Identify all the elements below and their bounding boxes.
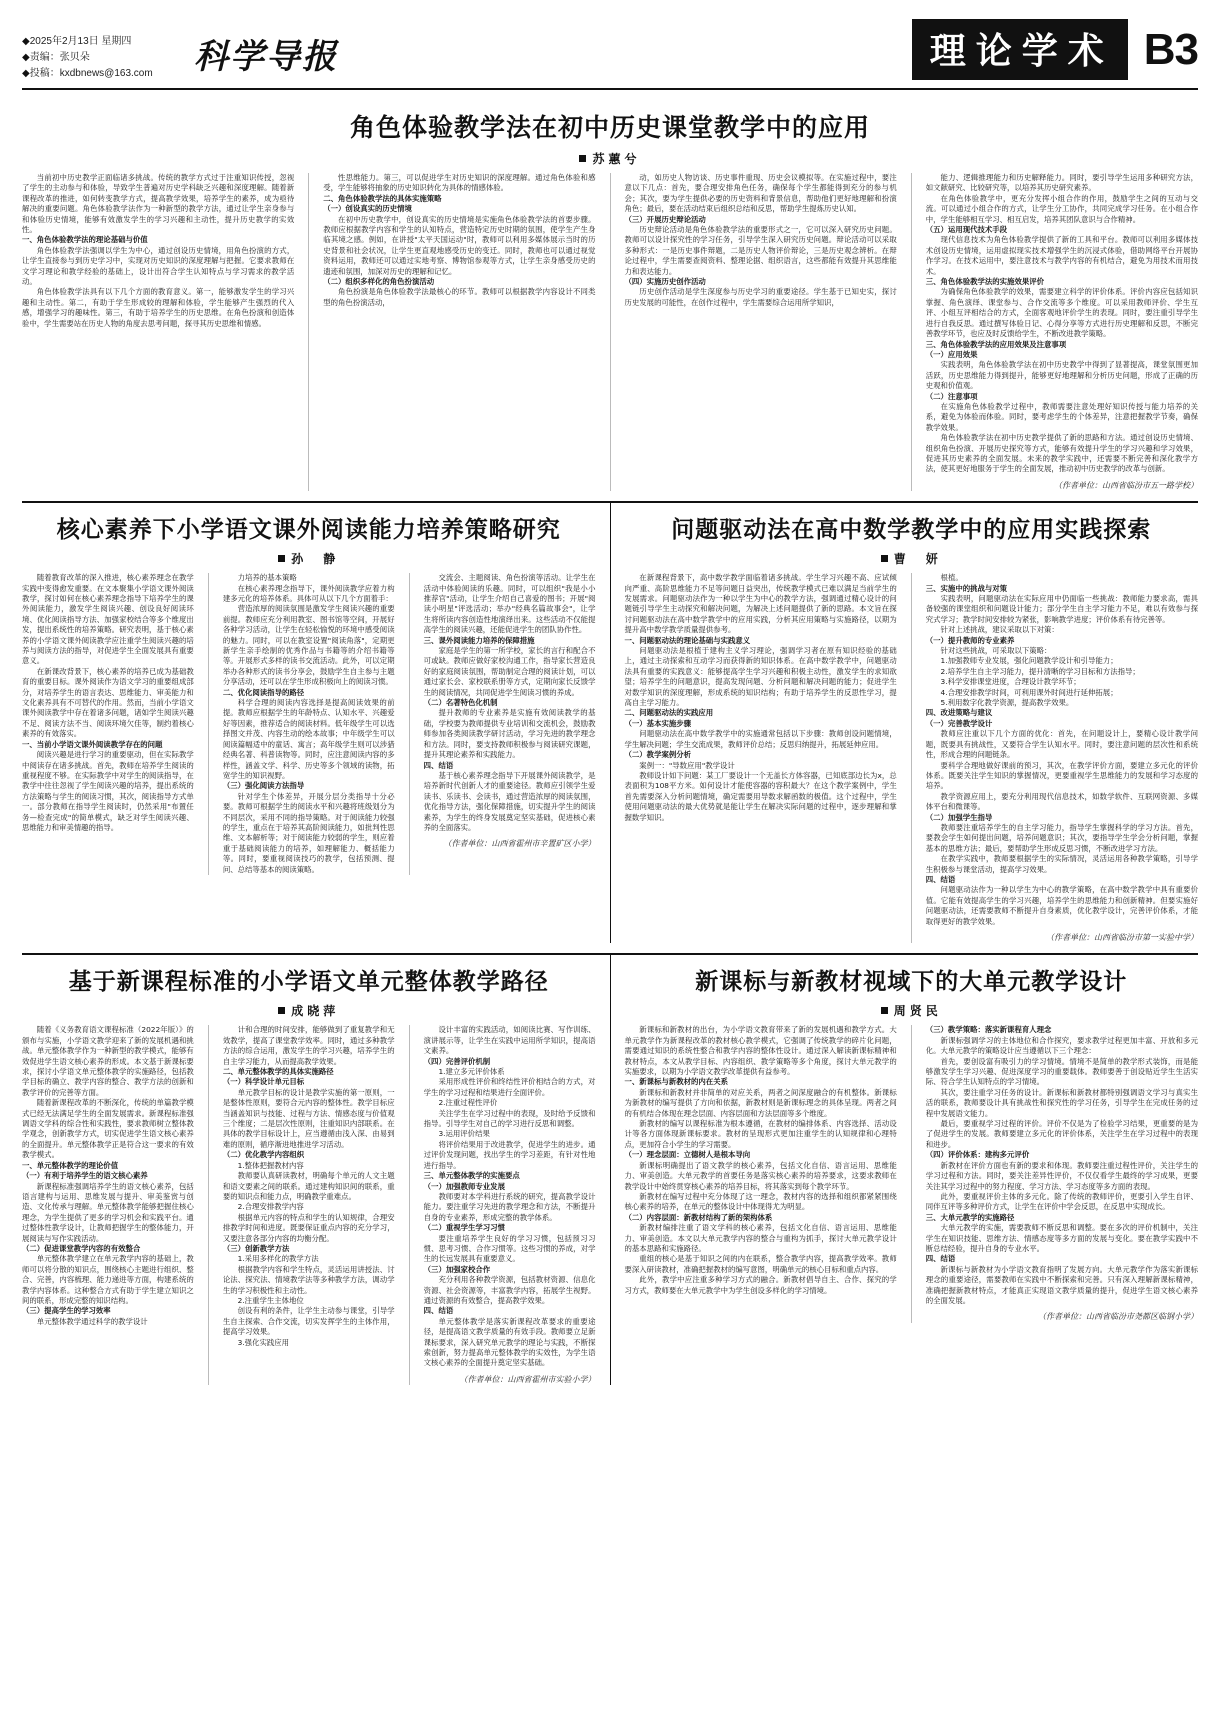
- paragraph: 科学合理的阅读内容选择是提高阅读效果的前提。教师应根据学生的年龄特点、认知水平、兴趣爱好等因素，推荐适合的阅读材料。低年级学生可以选择图文并茂、内容生动的绘本故事；中年级学生可以阅读篇幅适中的童话、寓言；高年级学生则可以涉猎经典名著、科普读物等。同时，应注意阅读内容的多样性，涵盖文学、科学、历史等多个领域的读物，拓宽学生的知识视野。: [222, 698, 395, 780]
- paragraph: 教师要注重培养学生的自主学习能力，指导学生掌握科学的学习方法。首先，要教会学生如何提出问题，培养问题意识；其次，要指导学生学会分析问题，掌握基本的思维方法；最后，要帮助学生形成反思习惯，不断改进学习方法。: [925, 822, 1198, 853]
- paragraph: 二、问题驱动法的实践应用: [624, 708, 714, 718]
- paragraph: 重组的核心是基于知识之间的内在联系，整合教学内容，提高教学效率。教师要深入研读教材，准确把握教材的编写意图，明确单元的核心目标和重点内容。: [624, 1254, 897, 1274]
- paragraph: （一）理念层面：立德树人是根本导向: [624, 1150, 751, 1160]
- paragraph: 要科学合理地做好课前的预习，其次，在教学评价方面，要建立多元化的评价体系。既要关注学生知识的掌握情况，更要重视学生思维能力的发展和学习态度的培养。: [925, 760, 1198, 791]
- paragraph: （二）内容层面：新教材结构了新的架构体系: [624, 1212, 773, 1222]
- paragraph: 教师要对本学科进行系统的研究，提高教学设计能力。要注重学习先进的教学理念和方法，不断提升自身的专业素养，形成完整的教学体系。: [423, 1191, 596, 1222]
- paragraph: （一）加强教师专业发展: [423, 1181, 505, 1191]
- paragraph: （四）评价体系：建构多元评价: [925, 1150, 1030, 1160]
- article-2-col-1: [22, 573, 194, 875]
- paragraph: 一、角色体验教学法的理论基础与价值: [22, 235, 148, 245]
- paragraph: 能力、逻辑推理能力和历史解释能力。同时，要引导学生运用多种研究方法，如文献研究、比较研究等，以培养其历史研究素养。: [925, 173, 1198, 193]
- paragraph: 三、角色体验教学法的实施效果评价: [925, 277, 1045, 287]
- paragraph: （三）开展历史辩论活动: [624, 214, 706, 224]
- article-1-col-1: [22, 173, 294, 491]
- article-4-title: 基于新课程标准的小学语文单元整体教学路径: [68, 969, 549, 995]
- paragraph: 新课标与新教材为小学语文教育指明了发展方向。大单元教学作为落实新课标理念的重要途径，需要教师在实践中不断探索和完善。只有深入理解新课标精神，准确把握新教材特点，才能真正实现语文教学质量的提升，促进学生语文核心素养的全面发展。: [925, 1264, 1198, 1305]
- paragraph: 新课标明确提出了语文教学的核心素养，包括文化自信、语言运用、思维能力、审美创造。大单元教学的首要任务是落实核心素养的培养要求，这要求教师在教学设计中始终贯穿核心素养的培养目标，将其落实到每个教学环节。: [624, 1160, 897, 1191]
- masthead-info: [22, 34, 172, 82]
- paragraph: 新课标强调学习的主体地位和合作探究，要求教学过程更加丰富、开放和多元化。大单元教学的策略设计应当遵循以下三个理念：: [925, 1035, 1198, 1056]
- paragraph: 2.注重学生主体地位: [237, 1295, 304, 1305]
- paragraph: 单元整体教学是落实新课程改革要求的重要途径，是提高语文教学质量的有效手段。教师要立足新课标要求，深入研究单元教学的理论与实践，不断探索创新，努力提高单元整体教学的实效性，为学生语文核心素养的全面提升奠定坚实基础。: [423, 1316, 596, 1368]
- article-2-unit: （作者单位：山西省霍州市辛置矿区小学）: [443, 839, 596, 849]
- paragraph: （一）基本实施步骤: [624, 718, 692, 728]
- byline-square-icon: [278, 1007, 285, 1014]
- paragraph: 实践表明，问题驱动法在实际应用中仍面临一些挑战：教师能力要求高，需具备较强的课堂组织和问题设计能力；部分学生自主学习能力不足，难以有效参与探究式学习；教学时间安排较为紧张，影响教学进度；评价体系有待完善等。: [925, 594, 1198, 624]
- paragraph: 新课标和新教材的出台，为小学语文教育带来了新的发展机遇和教学方式。大单元教学作为新课程改革的教材核心教学模式，它强调了传统教学的碎片化问题，需要通过知识的系统性整合和教学内容的整体性设计。通过深入解读新课标精神和教材特点，本文从教学目标、内容组织、教学策略等多个角度，探讨大单元教学的实施要求，以期为小学语文教学改革提供有益参考。: [624, 1025, 897, 1077]
- row-three-articles: [22, 955, 1198, 1385]
- article-4-col-2: [223, 1025, 395, 1385]
- paragraph: （三）创新教学方法: [222, 1243, 290, 1253]
- article-2-title: 核心素养下小学语文课外阅读能力培养策略研究: [56, 517, 561, 543]
- paragraph: 4.合理安排教学时间，可利用课外时间进行延伸拓展；: [940, 687, 1118, 697]
- paragraph: 要注重培养学生良好的学习习惯，包括预习习惯、思考习惯、合作习惯等。这些习惯的养成，对学生的长远发展具有重要意义。: [423, 1233, 596, 1264]
- paragraph: 教师应注重以下几个方面的优化：首先，在问题设计上，要精心设计教学问题，既要具有挑战性，又要符合学生认知水平。同时，要注意问题的层次性和系统性，形成合理的问题链条。: [925, 729, 1198, 760]
- paragraph: 1.建立多元评价体系: [438, 1067, 505, 1077]
- article-1-byline: 苏蕙兮: [22, 150, 1198, 167]
- paragraph: 最后，要重视学习过程的评价。评价不仅是为了检验学习结果，更重要的是为了促进学生的发展。教师要建立多元化的评价体系，关注学生在学习过程中的表现和进步。: [925, 1119, 1198, 1149]
- paragraph: 提升教师的专业素养是实施有效阅读教学的基础，学校要为教师提供专业培训和交流机会，鼓励教师参加各类阅读教学研讨活动，学习先进的教学理念和方法。同时，要支持教师积极参与阅读研究课题，提升其理论素养和实践能力。: [423, 708, 596, 760]
- article-5-unit: （作者单位：山西省临汾市尧都区临钢小学）: [1038, 1312, 1198, 1322]
- paragraph: 三、大单元教学的实施路径: [925, 1212, 1015, 1222]
- paragraph: 此外，要重视评价主体的多元化。除了传统的教师评价，更要引入学生自评、同伴互评等多种评价方式，让学生在评价中学会反思，在反思中实现成长。: [925, 1191, 1198, 1212]
- paragraph: 问题驱动法作为一种以学生为中心的教学策略，在高中数学教学中具有重要价值。它能有效提高学生的学习兴趣，培养学生的思维能力和创新精神。但要实施好问题驱动法，还需要教师不断提升自身素质，优化教学设计，完善评价体系，才能取得更好的教学效果。: [925, 885, 1198, 926]
- paragraph: 3.运用评价结果: [438, 1129, 490, 1139]
- article-4-col-1: [22, 1025, 194, 1385]
- article-2-col-2: [223, 573, 395, 875]
- article-4-unit: （作者单位：山西省霍州市实验小学）: [459, 1374, 596, 1384]
- paragraph: 新教材在评价方面也有新的要求和体现。教师要注重过程性评价，关注学生的学习过程和方法。同时，要关注差异性评价，不仅仅看学生最终的学习成果，更要关注其学习过程中的努力程度、学习方法、学习态度等多方面的表现。: [925, 1160, 1198, 1191]
- paragraph: 性思维能力。第三，可以促进学生对历史知识的深度理解。通过角色体验和感受，学生能够将抽象的历史知识转化为具体的情感体验。: [323, 173, 596, 193]
- paragraph: 二、角色体验教学法的具体实施策略: [323, 193, 442, 203]
- paper-title: 科学导报: [194, 39, 338, 76]
- article-2-columns: [22, 573, 596, 875]
- paragraph: 新课标和新教材并非简单的对应关系，两者之间深度融合的有机整体。新课标为新教材的编写提供了方向和依据，新教材则是新课标理念的具体呈现。两者之间的有机结合体现在理念层面、内容层面和方法层面等多个维度。: [624, 1087, 897, 1118]
- paragraph: 一、单元整体教学的理论价值: [22, 1160, 119, 1170]
- page-number: B3: [1143, 24, 1198, 74]
- paragraph: 力培养的基本策略: [237, 573, 297, 583]
- paragraph: 一、问题驱动法的理论基础与实践意义: [624, 635, 751, 645]
- paragraph: （四）完善评价机制: [423, 1056, 491, 1066]
- publish-date-line: ◆2025年2月13日 星期四: [22, 36, 132, 47]
- column-divider: [610, 955, 611, 1385]
- paragraph: （二）名著特色化机制: [423, 698, 498, 708]
- paragraph: （二）注意事项: [925, 391, 978, 401]
- paragraph: 5.利用数字化教学资源，提高教学效果。: [940, 698, 1074, 708]
- paragraph: 历史创作活动是学生深度参与历史学习的重要途径。学生基于已知史实，探讨历史发展的可能性，在创作过程中，学生需要综合运用所学知识，: [624, 287, 897, 307]
- paragraph: 四、改进策略与建议: [925, 708, 993, 718]
- paragraph: 角色扮演是角色体验教学法最核心的环节。教师可以根据教学内容设计不同类型的角色扮演活动，: [323, 287, 596, 307]
- article-4-byline: 成晓萍: [22, 1002, 596, 1019]
- article-3-unit: （作者单位：山西省临汾市第一实验中学）: [1046, 933, 1198, 942]
- article-1-columns: [22, 173, 1198, 491]
- paragraph: 根据单元内容的特点和学生的认知规律，合理安排教学时间和进度。既要保证重点内容的充分学习，又要注意各部分内容的均衡分配。: [222, 1212, 395, 1243]
- paragraph: （二）教学案例分析: [624, 750, 692, 760]
- paragraph: 角色体验教学法在初中历史教学提供了新的思路和方法。通过创设历史情境、组织角色扮演、开展历史探究等方式，能够有效提升学生的学习兴趣和学习效果，促进其历史素养的全面发展。未来的教学实践中，还需要不断完善和深化教学方法，使其更好地服务于学生的全面发展，推动初中历史教学的改革与创新。: [925, 433, 1198, 474]
- paragraph: 1.加强教师专业发展，强化问题教学设计和引导能力；: [940, 656, 1118, 666]
- paragraph: 单元整体教学通过科学的教学设计: [36, 1316, 148, 1326]
- paragraph: 在新课改背景下，核心素养的培养已成为基础教育的重要目标。课外阅读作为语文学习的重要组成部分，对培养学生的语言表达、思维能力、审美能力和文化素养具有不可替代的作用。然而，当前小学语文课外阅读教学中存在着诸多问题，诸如学生阅读兴趣不足、阅读方法不当、阅读环境欠佳等，制约着核心素养的有效落实。: [22, 666, 194, 739]
- paragraph: 创设有利的条件，让学生主动参与课堂，引导学生自主探索、合作交流，切实发挥学生的主体作用，提高学习效果。: [222, 1306, 395, 1337]
- paragraph: 问题驱动法在高中数学教学中的实施通常包括以下步骤：教师创设问题情境，学生解决问题；学生交流成果，教师评价总结；反思归纳提升，拓展延伸应用。: [624, 729, 897, 749]
- paragraph: （三）加强家校合作: [423, 1264, 491, 1274]
- paragraph: 当前初中历史教学正面临诸多挑战。传统的教学方式过于注重知识传授，忽视了学生的主动参与和体验，导致学生普遍对历史学科缺乏兴趣和深度理解。随着新课程改革的推进，如何转变教学方式，提高教学效果，培养学生的素养，成为亟待解决的重要问题。角色体验教学法作为一种新型的教学方法，通过让学生亲身参与和体验历史情境，能够有效激发学生的学习兴趣和主动性，提升历史教学的实效性。: [22, 173, 295, 235]
- paragraph: 在初中历史教学中，创设真实的历史情境是实施角色体验教学法的首要步骤。教师应根据教学内容和学生的认知特点，营造特定历史时期的氛围，使学生产生身临其境之感。例如，在讲授"太平天国运动"时，教师可以利用多媒体展示当时的历史背景和社会状况，让学生更直观地感受历史的变迁。同时，教师也可以通过视觉资料运用，教师还可以通过实地考察、博物馆参观等方式，让学生亲身感受历史的遗迹和氛围，加深对历史的理解和记忆。: [323, 214, 596, 276]
- paragraph: 历史辩论活动是角色体验教学法的重要形式之一，它可以深入研究历史问题。教师可以设计探究性的学习任务，引导学生深入研究历史问题。辩论活动可以采取多种形式：一是历史事件辩题，二是历史人物评价辩论，三是历史观念辨析。在辩论过程中，学生需要查阅资料、整理论据、组织语言，这些都能有效提升其思维能力和表达能力。: [624, 225, 897, 276]
- paragraph: 角色体验教学法强调以学生为中心，通过创设历史情境，用角色扮演的方式，让学生直接参与到历史学习中，实现对历史知识的深度理解与把握。它要求教师在文学习理论和教学经验的基础上，设计出符合学生认知特点与学习需求的教学活动。: [22, 245, 295, 287]
- paragraph: （二）重视学生学习习惯: [423, 1223, 505, 1233]
- article-3-col-1: [625, 573, 897, 943]
- article-role-experience: [22, 90, 1198, 491]
- article-5-col-1: [625, 1025, 897, 1322]
- paragraph: 随着《义务教育语文课程标准（2022年版）》的颁布与实施，小学语文教学迎来了新的发展机遇和挑战。单元整体教学作为一种新型的教学模式，能够有效促进学生语文核心素养的形成。本文基于新课标要求，探讨小学语文单元整体教学的实施路径，包括教学目标的确立、教学内容的整合、教学方法的创新和教学评价的完善等方面。: [22, 1025, 194, 1097]
- paragraph: （一）有利于培养学生的语文核心素养: [22, 1171, 148, 1181]
- row-two-articles: [22, 503, 1198, 943]
- article-unit-teaching-path: [22, 955, 596, 1385]
- paragraph: 2.注重过程性评价: [438, 1098, 498, 1108]
- paragraph: 关注学生在学习过程中的表现，及时给予反馈和指导。引导学生对自己的学习进行反思和调整。: [423, 1108, 596, 1129]
- paragraph: 在教学实践中，教师要根据学生的实际情况，灵活运用各种教学策略，引导学生积极参与课堂活动，提高学习效果。: [925, 854, 1198, 874]
- paragraph: （二）组织多样化的角色扮演活动: [323, 277, 435, 287]
- byline-square-icon: [579, 155, 586, 162]
- paragraph: （二）促进课堂教学内容的有效整合: [22, 1243, 141, 1253]
- masthead-section-area: [912, 19, 1198, 82]
- article-3-byline: 曹 妍: [625, 550, 1199, 567]
- paragraph: （二）加强学生指导: [925, 812, 993, 822]
- paragraph: 新课程标准强调培养学生的语文核心素养，包括语言建构与运用、思维发展与提升、审美鉴赏与创造、文化传承与理解。单元整体教学能够把握住核心理念，为学生提供了更多的学习机会和实践平台。通过整体性教学设计，让教师把握学生的整体能力，开展阅读与写作实践活动。: [22, 1181, 194, 1243]
- masthead: [22, 14, 1198, 90]
- paragraph: 三、实施中的挑战与对策: [925, 583, 1008, 593]
- paragraph: 一、新课标与新教材的内在关系: [624, 1077, 728, 1087]
- paragraph: 针对这些挑战，可采取以下策略：: [940, 646, 1052, 656]
- paragraph: 在新课程背景下，高中数学教学面临着诸多挑战。学生学习兴趣不高、应试倾向严重、高阶思维能力不足等问题日益突出，传统教学模式已难以满足当前学生的发展需求。问题驱动法作为一种以学生为中心的教学方法，强调通过精心设计的问题链引导学生主动探究和解决问题，为解决上述问题提供了新的思路。本文旨在探讨问题驱动法在高中数学教学中的应用实践，分析其应用策略与实施路径，以期为提升高中数学教学质量提供参考。: [624, 573, 897, 635]
- byline-square-icon: [881, 1007, 888, 1014]
- paragraph: 新教材在编写过程中充分体现了这一理念，教材内容的选择和组织都紧紧围绕核心素养的培养，在单元的整体设计中体现得尤为明显。: [624, 1191, 897, 1212]
- paragraph: 随着教育改革的深入推进，核心素养理念在教学实践中变得愈发重要。在文本聚集小学语文课外阅读教学，探讨如何在核心素养理念指导下培养学生的课外阅读能力，激发学生阅读兴趣、创设良好阅读环境、优化阅读指导方法、加强家校结合等多个维度出发，提出系统性的培养策略。研究表明，基于核心素养的小学语文课外阅读教学应注重学生阅读兴趣的培养与阅读方法的指导，对促进学生全面发展具有重要意义。: [22, 573, 194, 666]
- paragraph: 角色体验教学法具有以下几个方面的教育意义。第一，能够激发学生的学习兴趣和主动性。第二，有助于学生形成较的理解和体验，学生能够产生强烈的代入感，增强学习的趣味性。第三，有助于培养学生的历史思维。在角色扮演和创造体验中，学生需要站在历史人物的角度去思考问题，探寻其历史思维和情感。: [22, 287, 295, 328]
- paragraph: 新教材的编写以课程标准为根本遵循，在教材的编排体系、内容选择、活动设计等各方面体现新课标要求。教材的呈现形式更加注重学生的认知规律和心理特点，更加符合小学生的学习需要。: [624, 1119, 897, 1149]
- paragraph: 动，如历史人物访谈、历史事件重现、历史会议模拟等。在实施过程中，要注意以下几点：首先，要合理安排角色任务，确保每个学生都能得到充分的参与机会；其次，要为学生提供必要的历史资料和背景信息，帮助他们更好地理解和扮演角色；最后，要在活动结束后组织总结和反思，帮助学生提炼历史认知。: [624, 173, 897, 214]
- paragraph: 四、结语: [423, 1306, 454, 1316]
- article-4-columns: [22, 1025, 596, 1385]
- paragraph: （三）教学策略：落实新课程育人理念: [925, 1025, 1052, 1035]
- article-3-col-2: [926, 573, 1198, 943]
- paragraph: （一）创设真实的历史情境: [323, 204, 412, 214]
- paragraph: 单元教学目标的设计是教学实施的第一原则，一是整体性原则，要符合元内容的整体性。教学目标应当涵盖知识与技能、过程与方法、情感态度与价值观三个维度；二是层次性原则，注重知识内部联系。在具体的教学目标设计上，应当遵循由浅入深、由易到难的原则，循序渐进地推进学习活动。: [222, 1087, 395, 1149]
- paragraph: 三、单元整体教学的实施要点: [423, 1171, 520, 1181]
- byline-square-icon: [278, 555, 285, 562]
- paragraph: 四、结语: [925, 1254, 956, 1264]
- paragraph: 随着新课程改革的不断深化，传统的单篇教学模式已经无法满足学生的全面发展需求。新课程标准强调语文学科的综合性和实践性，要求教师树立整体教学观念，创新教学方式，切实促进学生语文核心素养的全面提升。单元整体教学正是符合这一要求的有效教学模式。: [22, 1098, 194, 1160]
- paragraph: 在实施角色体验教学过程中，教师需要注意处理好知识传授与能力培养的关系，避免为体验而体验。同时，要考虑学生的个体差异，注意把握教学节奏，确保教学效果。: [925, 401, 1198, 432]
- paragraph: 家庭是学生的第一所学校，家长的言行和配合不可或缺。教师应做好家校沟通工作，指导家长营造良好的家庭阅读氛围，帮助制定合理的阅读计划，可以通过家长会、家校联系册等方式，定期向家长反馈学生的阅读情况，共同促进学生阅读习惯的养成。: [423, 646, 596, 697]
- paragraph: 将评价结果用于改进教学，促进学生的进步。通过评价发现问题，找出学生的学习差距，有针对性地进行指导。: [423, 1139, 596, 1170]
- paragraph: （一）完善教学设计: [925, 718, 993, 728]
- paragraph: 二、优化阅读指导的路径: [222, 687, 305, 697]
- paragraph: 三、课外阅读能力培养的保障措施: [423, 635, 535, 645]
- paragraph: （一）科学设计单元目标: [222, 1077, 305, 1087]
- paragraph: 此外，教学中应注重多种学习方式的融合。新教材倡导自主、合作、探究的学习方式，教师要在大单元教学中为学生创设多样化的学习情境。: [624, 1275, 897, 1295]
- paragraph: （一）提升教师的专业素养: [925, 635, 1015, 645]
- column-divider: [610, 503, 611, 943]
- paragraph: 一、当前小学语文课外阅读教学存在的问题: [22, 739, 163, 749]
- paragraph: 针对学生个体差异，开展分层分类指导十分必要。教师可根据学生的阅读水平和兴趣将班级划分为不同层次，采用不同的指导策略。对于阅读能力较强的学生，重点在于培养其高阶阅读能力，如批判性思维、文本解析等；对于阅读能力较弱的学生，则应着重于基础阅读能力的培养，如理解能力、概括能力等。同时，要重视阅读技巧的教学，包括预测、提问、总结等基本的阅读策略。: [222, 791, 395, 874]
- paragraph: 1.采用多样化的教学方法: [237, 1254, 319, 1264]
- paragraph: 三、角色体验教学法的应用效果及注意事项: [925, 339, 1067, 349]
- article-3-columns: [625, 573, 1199, 943]
- paragraph: 充分利用各种教学资源，包括教材资源、信息化资源、社会资源等，丰富教学内容，拓展学生视野。通过资源的有效整合，提高教学效果。: [423, 1275, 596, 1305]
- paragraph: 设计丰富的实践活动，如阅读比赛、写作训练、演讲展示等，让学生在实践中运用所学知识，提高语文素养。: [423, 1025, 596, 1056]
- article-5-byline: 周贤民: [625, 1002, 1199, 1019]
- paragraph: 教学资源应用上，要充分利用现代信息技术，如数学软件、互联网资源、多媒体平台和微课等。: [925, 791, 1198, 812]
- section-label: 理论学术: [912, 19, 1128, 80]
- paragraph: 教师设计如下问题：某工厂要设计一个无盖长方体容器，已知底部边长为x，总表面积为108平方米。如何设计才能使容器的容积最大？在这个教学案例中，学生首先需要深入分析问题情境，确定需要用导数求解函数的极值。这个过程中，学生使用问题驱动法的最大优势就是能让学生在解决实际问题的过程中，逐步理解和掌握数学知识。: [624, 770, 897, 822]
- paragraph: 在角色体验教学中，更充分发挥小组合作的作用，鼓励学生之间的互动与交流。可以通过小组合作的方式，让学生分工协作，共同完成学习任务。在小组合作中，学生能够相互学习、相互启发，培养其团队意识与合作精神。: [925, 193, 1198, 224]
- paragraph: （二）优化教学内容组织: [222, 1150, 305, 1160]
- article-1-col-4: [926, 173, 1198, 491]
- paragraph: 其次，要注重学习任务的设计。新课标和新教材都特别强调语文学习与真实生活的联系，教师要设计具有挑战性和探究性的学习任务，引导学生在完成任务的过程中发展语文能力。: [925, 1087, 1198, 1118]
- paragraph: 计和合理的时间安排，能够做到了重复教学和无效教学，提高了课堂教学效率。同时，通过多种教学方法的综合运用，激发学生的学习兴趣，培养学生的自主学习能力，从而提高教学效果。: [222, 1025, 395, 1066]
- paragraph: 在核心素养理念指导下，课外阅读教学应着力构建多元化的培养体系。具体可从以下几个方面着手：: [222, 583, 395, 603]
- paragraph: 采用形成性评价和终结性评价相结合的方式，对学生的学习过程和结果进行全面评价。: [423, 1077, 596, 1097]
- paragraph: 大单元教学的实施，需要教师不断反思和调整。要在多次的评价机制中，关注学生在知识技能、思维方法、情感态度等多方面的发展与变化。要在教学实践中不断总结经验，提升自身的专业水平。: [925, 1223, 1198, 1253]
- paragraph: 实践表明，角色体验教学法在初中历史教学中得到了显著提高，课堂氛围更加活跃，历史思维能力得到提升，能够更好地理解和分析历史问题，形成了正确的历史观和价值观。: [925, 360, 1198, 391]
- paragraph: （五）运用现代技术手段: [925, 225, 1008, 235]
- paragraph: 四、结语: [925, 874, 956, 884]
- paragraph: 首先，要创设富有吸引力的学习情境。情境不是简单的教学形式装饰，而是能够激发学生学习兴趣、促进深度学习的重要载体。教师要善于创设贴近学生生活实际、符合学生认知特点的学习情境。: [925, 1056, 1198, 1087]
- article-1-col-3: [625, 173, 897, 491]
- paragraph: 2.培养学生自主学习能力，提升清晰的学习目标和方法指导；: [940, 666, 1140, 676]
- paragraph: 教师要认真研读教材，明确每个单元的人文主题和语文要素之间的联系。通过建构知识间的联系，重要的知识点和能力点，明确教学重难点。: [222, 1171, 395, 1201]
- article-1-unit: （作者单位：山西省临汾市五一路学校）: [1054, 480, 1198, 490]
- article-1-col-2: [323, 173, 595, 491]
- paragraph: 根植。: [940, 573, 963, 583]
- paragraph: 四、结语: [423, 760, 454, 770]
- paragraph: 基于核心素养理念指导下开展课外阅读教学，是培养新时代创新人才的重要途径。教师应引领学生爱读书、乐读书、会读书，通过营造浓厚的阅读氛围，优化指导方法，强化保障措施，切实提升学生的阅读素养，为学生的终身发展奠定坚实基础，促进核心素养的全面落实。: [423, 770, 596, 832]
- paragraph: 营造浓厚的阅读氛围是激发学生阅读兴趣的重要前提。教师应充分利用教室、图书馆等空间，开展好各种学习活动，让学生在轻松愉悦的环境中感受阅读的魅力。同时，可以在教室设置"阅读角落"，定期更新学生亲手绘制的优秀作品与书籍等的介绍书籍等等。开展形式多样的读书交流活动。此外，可以定期举办各种形式的读书分享会，鼓励学生自主参与主题分享活动，还可以在学生形成积极向上的阅读习惯。: [222, 604, 395, 687]
- article-5-col-2: [926, 1025, 1198, 1322]
- paragraph: （三）强化阅读方法指导: [222, 781, 305, 791]
- paragraph: 交流会、主题阅读、角色扮演等活动。让学生在活动中体验阅读的乐趣。同时，可以组织"我是小小推荐官"活动，让学生介绍自己喜爱的图书；开展"阅读小明星"评选活动；举办"经典名篇故事会"，让学生将所读内容创造性地演绎出来。这些活动不仅能提高学生的阅读兴趣，还能促进学生的团队协作性。: [423, 573, 596, 635]
- article-big-unit-design: [625, 955, 1199, 1385]
- paragraph: 针对上述挑战，建议采取以下对策：: [940, 625, 1059, 635]
- article-4-col-3: [424, 1025, 596, 1385]
- submission-line: ◆投稿：kxdbnews@163.com: [22, 68, 153, 79]
- paragraph: 根据教学内容和学生特点，灵活运用讲授法、讨论法、探究法、情境教学法等多种教学方法，调动学生的学习积极性和主动性。: [222, 1264, 395, 1295]
- article-5-columns: [625, 1025, 1199, 1322]
- paragraph: 阅读兴趣是进行学习的重要驱动，但在实际教学中阅读存在诸多挑战。首先，教师在培养学生阅读的重视程度不够。在实际教学中对学生的阅读指导，在教学中往往忽视了学生阅读兴趣的培养，提出系统的方法策略与学生的阅读习惯，其次，阅读指导方式单一。部分教师在指导学生阅读时，仍然采用"布置任务—检查完成"的简单模式，缺乏对学生阅读兴趣、思维能力和审美情趣的指导。: [22, 750, 194, 832]
- paragraph: （一）应用效果: [925, 349, 978, 359]
- article-2-col-3: [424, 573, 596, 875]
- paragraph: 为确保角色体验教学的效果，需要建立科学的评价体系。评价内容应包括知识掌握、角色演绎、课堂参与、合作交流等多个维度。可以采用教师评价、学生互评、小组互评相结合的方式，全面客观地评价学生的表现。同时，要注重引导学生进行自我反思。通过撰写体验日记、心得分享等方式进行历史理解和反思，不断完善教学环节，也应及时反馈给学生，不断改进教学策略。: [925, 287, 1198, 339]
- paragraph: 单元整体教学建立在单元教学内容的基础上，教师可以将分散的知识点，围绕核心主题进行组织、整合、完善，内容梳理、能力递进等方面，构建系统的教学内容体系。这种整合方式有助于学生建立知识之间的联系，形成完整的知识结构。: [22, 1254, 194, 1305]
- paragraph: 3.科学安排课堂进度，合理设计教学环节；: [940, 677, 1081, 687]
- paragraph: 案例一："导数应用"教学设计: [639, 760, 735, 770]
- article-1-title: 角色体验教学法在初中历史课堂教学中的应用: [349, 115, 870, 142]
- paragraph: 问题驱动法是根植于建构主义学习理论，强调学习者在原有知识经验的基础上，通过主动探索和互动学习而获得新的知识体系。在高中数学教学中，问题驱动法具有重要的实践意义：能够提高学生学习兴趣和积极主动性，激发学生的求知欲望；培养学生的问题意识，提高发现问题、分析问题和解决问题的能力；促进学生对数学知识的深度理解，形成系统的知识结构；有助于培养学生的反思性学习，提高自主学习能力。: [624, 646, 897, 708]
- paragraph: 3.强化实践应用: [237, 1337, 290, 1347]
- paragraph: （四）实施历史创作活动: [624, 277, 706, 287]
- article-2-byline: 孙 静: [22, 550, 596, 567]
- article-reading-ability: [22, 503, 596, 943]
- article-5-title: 新课标与新教材视域下的大单元教学设计: [695, 969, 1128, 995]
- paragraph: 新教材编排注重了语文学科的核心素养，包括文化自信、语言运用、思维能力、审美创造。本文以大单元教学内容的整合与重构为抓手，探讨大单元教学设计的基本思路和实施路径。: [624, 1223, 897, 1253]
- article-problem-driven: [625, 503, 1199, 943]
- editor-line: ◆责编：张贝朵: [22, 52, 90, 63]
- paragraph: 1.整体把握教材内容: [237, 1160, 304, 1170]
- byline-square-icon: [881, 555, 888, 562]
- paragraph: 现代信息技术为角色体验教学提供了新的工具和平台。教师可以利用多媒体技术创设历史情境，运用虚拟现实技术增强学生的沉浸式体验，借助网络平台开展协作学习。在技术运用中，要注意技术与教学内容的有机结合，避免为用技术而用技术。: [925, 235, 1198, 276]
- article-3-title: 问题驱动法在高中数学教学中的应用实践探索: [671, 517, 1152, 543]
- paragraph: 2.合理安排教学内容: [237, 1202, 304, 1212]
- paragraph: 二、单元整体教学的具体实施路径: [222, 1067, 334, 1077]
- paragraph: （三）提高学生的学习效率: [22, 1306, 111, 1316]
